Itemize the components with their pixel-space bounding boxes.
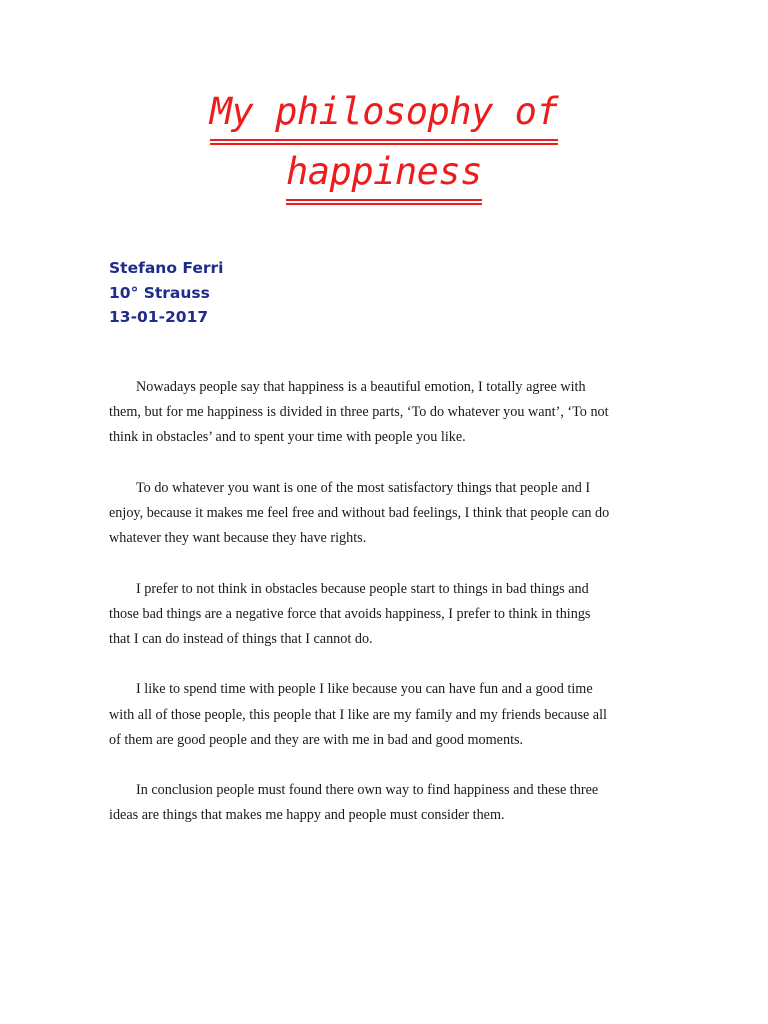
paragraph-line: ideas are things that makes me happy and people must consider them. (109, 807, 505, 824)
paragraph-5 (109, 778, 662, 828)
paragraph-line: Nowadays people say that happiness is a beautiful emotion, I totally agree with (136, 379, 586, 395)
paragraph-line: those bad things are a negative force that avoids happiness, I prefer to think in things (109, 605, 591, 622)
title-line-1: My philosophy of (210, 86, 558, 145)
paragraph-2 (109, 476, 662, 552)
paragraph-line: I like to spend time with people I like because you can have fun and a good time (136, 681, 593, 698)
paragraph-line: enjoy, because it makes me feel free and without bad feelings, I think that people can do (109, 505, 610, 521)
document-title (90, 86, 678, 206)
paragraph-line: with all of those people, this people that I like are my family and my friends because all (109, 706, 607, 723)
paragraph-4 (109, 677, 662, 753)
author-date: 13-01-2017 (109, 308, 209, 326)
paragraph-line: think in obstacles’ and to spent your time with people you like. (109, 429, 466, 446)
title-line-2: happiness (286, 146, 482, 205)
paragraph-line: whatever they want because they have rights. (109, 530, 367, 547)
paragraph-line: them, but for me happiness is divided in three parts, ‘To do whatever you want’, ‘To not (109, 404, 609, 421)
author-name: Stefano Ferri (109, 259, 224, 277)
paragraph-line: I prefer to not think in obstacles because people start to things in bad things and (136, 580, 589, 597)
essay-body (109, 375, 662, 854)
paragraph-line: In conclusion people must found there own way to find happiness and these three (136, 782, 599, 799)
paragraph-1 (109, 375, 662, 451)
author-block (109, 256, 223, 330)
author-class: 10° Strauss (109, 283, 210, 302)
paragraph-line: that I can do instead of things that I cannot do. (109, 631, 373, 647)
paragraph-line: of them are good people and they are with me in bad and good moments. (109, 731, 524, 748)
paragraph-3 (109, 577, 662, 653)
paragraph-line: To do whatever you want is one of the most satisfactory things that people and I (136, 479, 591, 496)
